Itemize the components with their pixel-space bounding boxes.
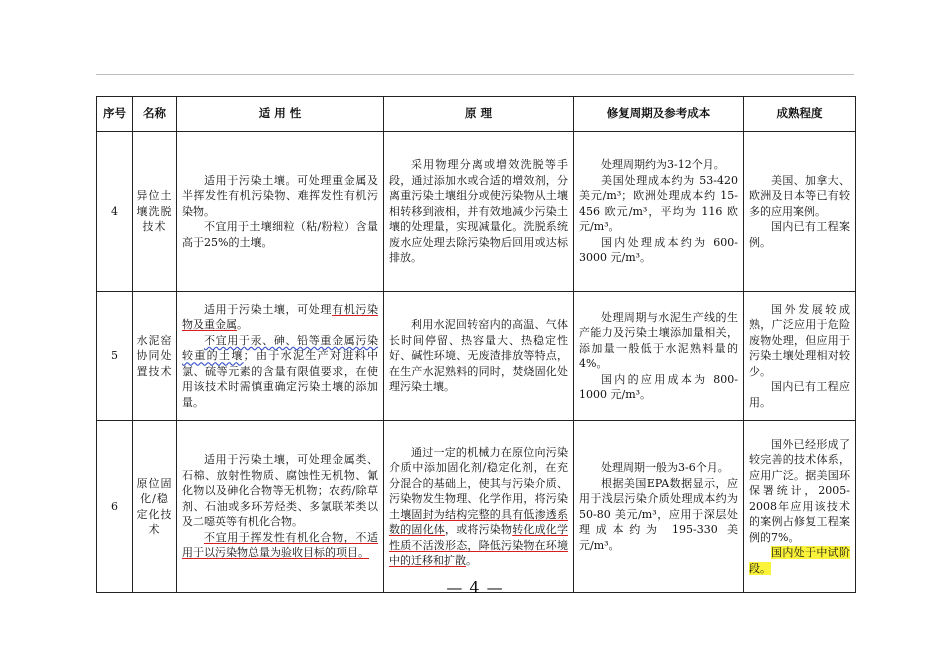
applicability-cell: [177, 292, 384, 421]
maturity-text: 国内已有工程应用。: [749, 380, 850, 409]
text-run: 。: [466, 554, 477, 567]
underlined-text: 壤固封为结构完整的具有低渗透系数的固化体: [389, 507, 569, 536]
header-principle: 原 理: [384, 97, 574, 132]
maturity-cell: [744, 132, 856, 292]
row-number: 5: [97, 292, 133, 421]
maturity-text: [749, 545, 850, 576]
table-header-row: [97, 97, 856, 132]
page-number: — 4 —: [446, 578, 504, 597]
applicability-text: [182, 530, 378, 561]
maturity-cell: [744, 292, 856, 421]
cycle-cost-text: 处理周期与水泥生产线的生产能力及污染土壤添加量相关，添加量一般低于水泥熟料量的4%。: [579, 310, 738, 370]
table-row: [97, 292, 856, 421]
header-maturity: 成熟程度: [744, 97, 856, 132]
principle-text: 利用水泥回转窑内的高温、气体长时间停留、热容量大、热稳定性好、碱性环境、无废渣排放等特点，在生产水泥熟料的同时，焚烧固化处理污染土壤。: [389, 318, 568, 394]
cycle-cost-text: 根据美国EPA数据显示，应用于浅层污染介质处理成本约为 50-80 美元/m³，应用于深层处理成本约为 195-330 美元/m³。: [579, 476, 738, 552]
table-row: [97, 421, 856, 593]
text-run: 通过一定的机械力在原位向污染介质中添加固化剂/稳定化剂，在充分混合的基础上，使其与污染介质、污染物发生物理、化学作用，将污染土: [389, 445, 568, 521]
page-top-rule: [96, 74, 854, 75]
cycle-cost-text: 国内处理成本约为 600-3000 元/m³。: [579, 235, 738, 265]
header-cycle-cost: 修复周期及参考成本: [574, 97, 744, 132]
header-no: 序号: [97, 97, 133, 132]
applicability-text: 适用于污染土壤。可处理重金属及半挥发性有机污染物、难挥发性有机污染物。: [182, 173, 378, 218]
text-run: 。: [237, 318, 248, 332]
header-name: 名称: [133, 97, 177, 132]
cycle-cost-text: 美国处理成本约为 53-420 美元/m³；欧洲处理成本约 15-456 欧元/m³，平均为 116 欧元/m³。: [579, 173, 738, 234]
principle-cell: [384, 292, 574, 421]
maturity-text: 美国、加拿大、欧洲及日本等已有较多的应用案例。: [749, 173, 850, 218]
remediation-technology-table: [96, 96, 856, 593]
underlined-text: 有机污染物及重金属: [182, 302, 379, 332]
highlighted-text: 国内处于中试阶段。: [749, 546, 850, 575]
header-applicability: 适 用 性: [177, 97, 384, 132]
applicability-cell: [177, 132, 384, 292]
applicability-text: 适用于污染土壤，可处理金属类、石棉、放射性物质、腐蚀性无机物、氰化物以及砷化合物等无机物；农药/除草剂、石油或多环芳烃类、多氯联苯类以及二噁英等有机化合物。: [182, 453, 378, 529]
wavy-underlined-text: 不宜用于汞、砷、铅等重金属污染较重的土壤: [182, 333, 378, 363]
maturity-text: 国外发展较成熟，广泛应用于危险废物处理，但应用于污染土壤处理相对较少。: [749, 302, 850, 378]
text-run: 适用于污染土壤，可处理: [204, 302, 333, 316]
row-number: 4: [97, 132, 133, 292]
cycle-cost-cell: [574, 421, 744, 593]
cycle-cost-cell: [574, 292, 744, 421]
cycle-cost-text: 处理周期约为3-12个月。: [601, 158, 725, 172]
cycle-cost-text: 国内的应用成本为 800-1000 元/m³。: [579, 372, 738, 401]
applicability-text: [182, 333, 378, 411]
cycle-cost-cell: [574, 132, 744, 292]
principle-cell: [384, 421, 574, 593]
technology-name: 水泥窑协同处置技术: [133, 292, 177, 421]
underlined-text: 转化成化学性质不活泼形态，降低污染物在环境中的迁移和扩散: [389, 523, 569, 567]
table-row: [97, 132, 856, 292]
technology-name: 异位土壤洗脱技术: [133, 132, 177, 292]
principle-text: 采用物理分离或增效洗脱等手段，通过添加水或合适的增效剂，分离重污染土壤组分或使污染物从土壤相转移到液相，并有效地减少污染土壤的处理量，实现减量化。洗脱系统废水应处理去除污染物后回用或达标排放。: [389, 158, 568, 265]
maturity-text: 国内已有工程案例。: [749, 220, 850, 249]
text-run: ，或将污染物: [445, 523, 513, 536]
applicability-cell: [177, 421, 384, 593]
technology-name: 原位固化/稳定化技术: [133, 421, 177, 593]
principle-text: [389, 445, 568, 569]
underlined-text: 不宜用于挥发性有机化合物，不适用于以污染物总量为验收目标的项目。: [182, 530, 378, 560]
cycle-cost-text: 处理周期一般为3-6个月。: [601, 461, 729, 474]
applicability-text: [182, 302, 378, 333]
row-number: 6: [97, 421, 133, 593]
text-run: ；由于水泥生产对进料中氯、硫等元素的含量有限值要求，在使用该技术时需慎重确定污染土壤的添加量。: [182, 349, 379, 409]
maturity-text: 国外已经形成了较完善的技术体系，应用广泛。据美国环保署统计，2005-2008年应用该技术的案例占修复工程案例的7%。: [749, 437, 850, 544]
principle-cell: [384, 132, 574, 292]
applicability-text: 不宜用于土壤细粒（粘/粉粒）含量高于25%的土壤。: [182, 220, 378, 249]
maturity-cell: [744, 421, 856, 593]
